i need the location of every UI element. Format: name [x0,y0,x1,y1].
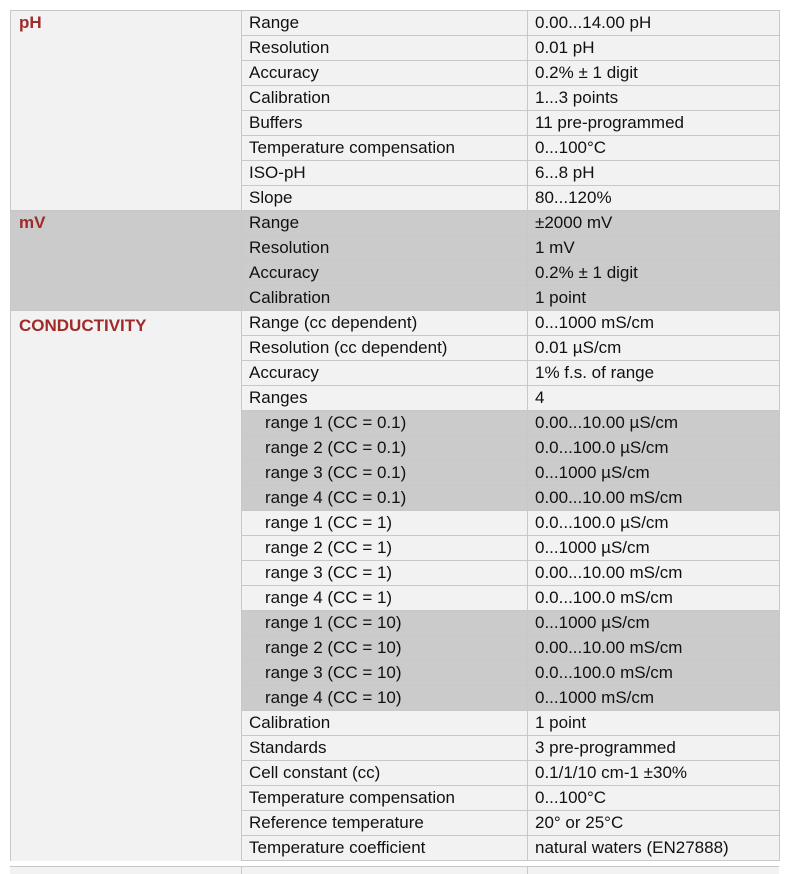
param-value: 1 point [528,286,780,311]
param-label: range 2 (CC = 1) [242,536,528,561]
param-label: Buffers [242,111,528,136]
param-value: 0...1000 µS/cm [528,461,780,486]
param-value: 0.1/1/10 cm-1 ±30% [528,761,780,786]
param-value: 0.00...10.00 mS/cm [528,636,780,661]
param-value: 0.2% ± 1 digit [528,261,780,286]
param-value: 1% f.s. of range [528,361,780,386]
param-value: 0...100°C [528,136,780,161]
param-label: range 2 (CC = 10) [242,636,528,661]
param-label: range 1 (CC = 1) [242,511,528,536]
param-value: 1 point [528,711,780,736]
param-label: Resolution [242,236,528,261]
param-label: Temperature compensation [242,786,528,811]
param-label: Resolution [242,36,528,61]
param-value: 20° or 25°C [528,811,780,836]
param-label: range 1 (CC = 0.1) [242,411,528,436]
param-value: 0.2% ± 1 digit [528,61,780,86]
param-label: Range [242,11,528,36]
param-value: 0.0...100.0 mS/cm [528,661,780,686]
param-label: Range [242,211,528,236]
param-label: ISO-pH [242,161,528,186]
param-label: range 4 (CC = 0.1) [242,486,528,511]
param-value: 1...3 points [528,86,780,111]
param-label: Cell constant (cc) [242,761,528,786]
param-label: range 4 (CC = 1) [242,586,528,611]
param-label: range 3 (CC = 1) [242,561,528,586]
param-label: Slope [242,186,528,211]
spec-row [11,211,780,236]
param-label: range 3 (CC = 0.1) [242,461,528,486]
spec-row [11,11,780,36]
param-value: 0.01 pH [528,36,780,61]
param-value: 80...120% [528,186,780,211]
param-label: Accuracy [242,361,528,386]
specifications-table [10,10,780,861]
param-value: 4 [528,386,780,411]
param-value: 0...1000 mS/cm [528,686,780,711]
param-value: 1 mV [528,236,780,261]
param-value: 0.00...10.00 mS/cm [528,486,780,511]
param-value: natural waters (EN27888) [528,836,780,861]
param-value: 6...8 pH [528,161,780,186]
param-label: Calibration [242,711,528,736]
param-value: 3 pre-programmed [528,736,780,761]
param-value: 0.01 µS/cm [528,336,780,361]
param-label: range 1 (CC = 10) [242,611,528,636]
param-label: Accuracy [242,61,528,86]
param-label: Temperature compensation [242,136,528,161]
section-title-mv: mV [11,211,242,311]
param-value: 0.0...100.0 µS/cm [528,511,780,536]
param-label: Range (cc dependent) [242,311,528,336]
param-value: 0.00...10.00 µS/cm [528,411,780,436]
param-label: Calibration [242,86,528,111]
param-label: Temperature coefficient [242,836,528,861]
param-value: 0.0...100.0 µS/cm [528,436,780,461]
param-value: 0...1000 mS/cm [528,311,780,336]
param-label: range 2 (CC = 0.1) [242,436,528,461]
param-value: 0.00...14.00 pH [528,11,780,36]
param-label: Reference temperature [242,811,528,836]
param-value: 0...1000 µS/cm [528,611,780,636]
param-label: Standards [242,736,528,761]
param-label: range 4 (CC = 10) [242,686,528,711]
section-title-ph: pH [11,11,242,211]
param-label: Accuracy [242,261,528,286]
section-title-conductivity: CONDUCTIVITY [11,311,242,861]
param-value: 0.0...100.0 mS/cm [528,586,780,611]
param-label: Resolution (cc dependent) [242,336,528,361]
param-label: Ranges [242,386,528,411]
param-label: Calibration [242,286,528,311]
param-value: ±2000 mV [528,211,780,236]
param-label: range 3 (CC = 10) [242,661,528,686]
param-value: 0.00...10.00 mS/cm [528,561,780,586]
param-value: 0...1000 µS/cm [528,536,780,561]
param-value: 0...100°C [528,786,780,811]
spec-row [11,311,780,336]
param-value: 11 pre-programmed [528,111,780,136]
